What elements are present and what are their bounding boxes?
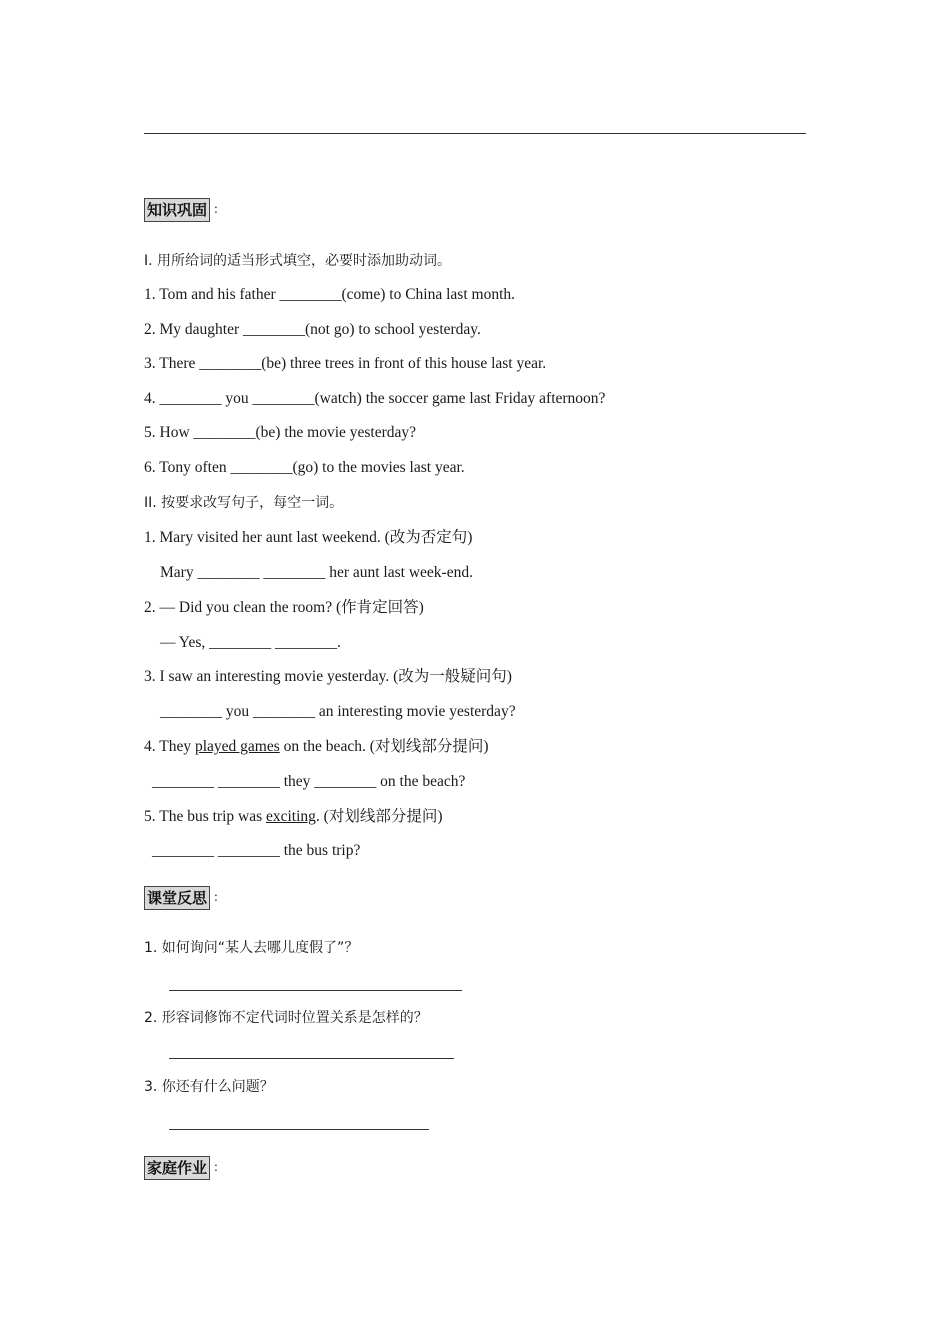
rewrite-question: 1. Mary visited her aunt last weekend. (改为否定句) [144, 529, 473, 546]
answer-line[interactable] [169, 1129, 429, 1130]
answer-line[interactable] [169, 990, 462, 991]
exercise-item: 3. There ________(be) three trees in front of this house last year. [144, 355, 547, 372]
rewrite-answer: Mary ________ ________ her aunt last week-end. [160, 564, 473, 581]
rewrite-answer: ________ ________ they ________ on the beach? [152, 773, 466, 790]
section-title-consolidation: 知识巩固 [144, 198, 210, 222]
question-text: on the beach. (对划线部分提问) [279, 738, 489, 755]
section-colon: : [214, 890, 218, 905]
answer-line[interactable] [169, 1058, 454, 1059]
section-homework [144, 1156, 218, 1180]
section-title-reflection: 课堂反思 [144, 886, 210, 910]
header-rule [144, 133, 806, 134]
exercise-item: 1. Tom and his father ________(come) to China last month. [144, 286, 516, 303]
rewrite-question: 3. I saw an interesting movie yesterday. (改为一般疑问句) [144, 668, 512, 685]
rewrite-question [144, 807, 443, 827]
rewrite-answer: ________ you ________ an interesting movie yesterday? [160, 703, 516, 720]
section-colon: : [214, 202, 218, 217]
section-colon: : [214, 1160, 218, 1175]
question-text: 5. The bus trip was [144, 808, 266, 825]
part2-title: II. 按要求改写句子，每空一词。 [144, 495, 344, 511]
underlined-phrase: exciting [265, 808, 316, 825]
question-text: . (对划线部分提问) [315, 808, 443, 825]
section-consolidation [144, 198, 218, 222]
exercise-item: 6. Tony often ________(go) to the movies last year. [144, 459, 465, 476]
rewrite-answer: ________ ________ the bus trip? [152, 842, 361, 859]
reflection-question: 2. 形容词修饰不定代词时位置关系是怎样的？ [144, 1010, 428, 1026]
reflection-question: 3. 你还有什么问题？ [144, 1079, 274, 1095]
exercise-item: 5. How ________(be) the movie yesterday? [144, 424, 417, 441]
question-text: 4. They [144, 738, 195, 755]
exercise-item: 4. ________ you ________(watch) the soccer game last Friday afternoon? [144, 390, 606, 407]
exercise-item: 2. My daughter ________(not go) to school yesterday. [144, 321, 481, 338]
rewrite-question [144, 737, 489, 757]
reflection-question: 1. 如何询问“某人去哪儿度假了”？ [144, 940, 359, 956]
rewrite-question: 2. — Did you clean the room? (作肯定回答) [144, 599, 424, 616]
underlined-phrase: played games [194, 738, 280, 755]
rewrite-answer: — Yes, ________ ________. [160, 634, 341, 651]
section-title-homework: 家庭作业 [144, 1156, 210, 1180]
part1-title: I. 用所给词的适当形式填空，必要时添加助动词。 [144, 253, 452, 269]
section-reflection [144, 886, 218, 910]
